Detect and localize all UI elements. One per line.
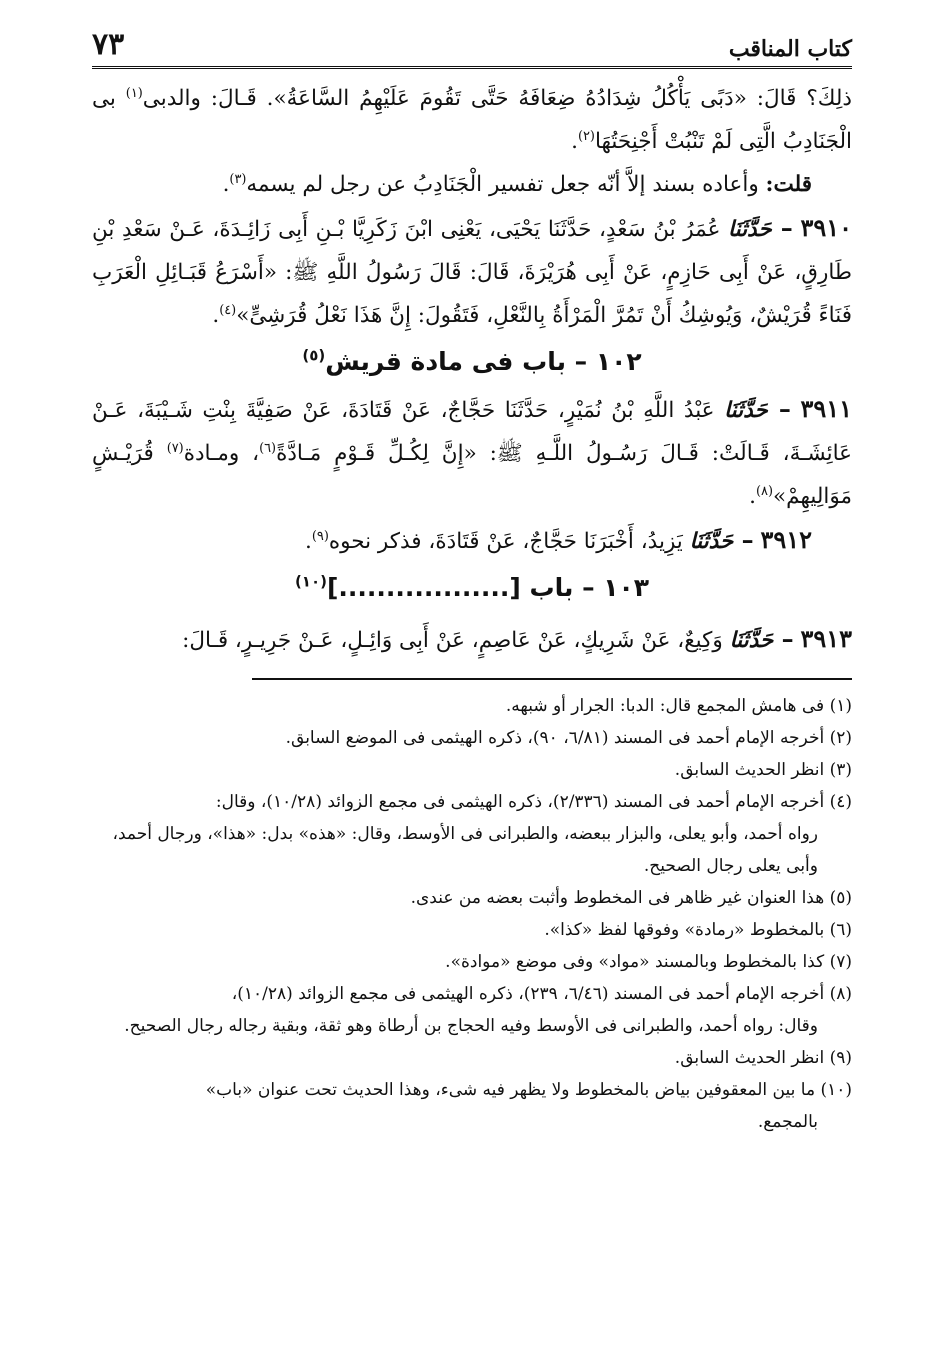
footnote-ref: (١٠) (294, 572, 327, 591)
header-rule (92, 66, 852, 69)
page-header (92, 20, 852, 62)
qult-label: قلت: (765, 172, 812, 197)
footnote: (٥) هذا العنوان غير ظاهر فى المخطوط وأثبت بعضه من عندى. (410, 888, 852, 908)
footnote-ref: (١) (125, 85, 143, 101)
footnote: (٧) كذا بالمخطوط وبالمسند «مواد» وفى موضع «موادة». (445, 952, 852, 972)
footnote: (٣) انظر الحديث السابق. (674, 760, 852, 780)
footnote-ref: (٤) (219, 302, 237, 318)
qult-note: قلت: وأعاده بسند إلاَّ أنّه جعل تفسير الْجَنَادِبُ عن رجل لم يسمه$^{(٣)}$. (222, 171, 812, 197)
footnotes (92, 690, 852, 1138)
hadith-number: ٣٩١١ (800, 394, 852, 423)
haddathana: حَدَّثَنَا (728, 217, 772, 242)
hadith-number: ٣٩١٢ (760, 525, 812, 554)
hadith-number: ٣٩١٠ (800, 213, 852, 242)
hadith-3911: ٣٩١١ – حَدَّثَنَا عَبْدُ اللَّهِ بْنُ نُمَيْرٍ، حَدَّثَنَا حَجَّاجٌ، عَنْ قَتَادَةَ، عَنْ صَفِيَّةَ بِنْتِ شَـيْبَةَ، عَـنْ عَائِشَـةَ، قَـالَتْ: قَـالَ رَسُـولُ اللَّـهِ ﷺ: «إِنَّ لِكُـلِّ قَـوْمٍ مَـادَّةً$^{(٦)}$، ومـادة$^{(٧)}$ قُرَيْـشٍ مَوَالِيهِمْ»$^{(٨)}$. (92, 394, 852, 509)
chapter-heading: ١٠٢ – باب فى مادة قريش$^{(٥)}$ (302, 346, 642, 376)
hadith-number: ٣٩١٣ (800, 624, 852, 653)
paragraph-continuation: ذلِكَ؟ قَالَ: «دَبًى يَأْكُلُ شِدَادُهُ ضِعَافَهُ حَتَّى تَقُومَ عَلَيْهِمُ السَّاعَةُ». قَـالَ: والدبى$^{(١)}$ بى الْجَنَادِبُ الَّتِى لَمْ تَنْبُتْ أَجْنِحَتُهَا$^{(٢)}$. (92, 85, 852, 154)
footnote-ref: (٥) (302, 346, 326, 365)
hadith-3913: ٣٩١٣ – حَدَّثَنَا وَكِيعٌ، عَنْ شَرِيكٍ، عَنْ عَاصِمٍ، عَنْ أَبِى وَائِـلٍ، عَـنْ جَرِيـرٍ، قَـالَ: (182, 624, 852, 653)
page-number: ٧٣ (92, 27, 125, 62)
footnote: (٦) بالمخطوط «رمادة» وفوقها لفظ «كذا». (544, 920, 852, 940)
haddathana: حَدَّثَنَا (724, 398, 768, 423)
chapter-heading: ١٠٣ – باب [..................]$^{(١٠)}$ (294, 572, 650, 602)
footnote: (٤) أخرجه الإمام أحمد فى المسند (٢/٣٣٦)، ذكره الهيثمى فى مجمع الزوائد (١٠/٢٨)، وقال: رواه أحمد، وأبو يعلى، والبزار ببعضه، والطبرانى فى الأوسط، وقال: «هذه» بدل: «هذا»، ورجال أحمد، وأبى يعلى رجال الصحيح. (112, 792, 852, 876)
footnote-ref: (٧) (166, 440, 184, 456)
footnote-separator (252, 678, 852, 680)
haddathana: حَدَّثَنَا (689, 529, 734, 554)
hadith-3910: ٣٩١٠ – حَدَّثَنَا عُمَرُ بْنُ سَعْدٍ، حَدَّثَنَا يَحْيَى، يَعْنِى ابْنَ زَكَرِيَّا بْـنِ أَبِى زَائِـدَةَ، عَـنْ سَعْدِ بْنِ طَارِقٍ، عَنْ أَبِى حَازِمٍ، عَنْ أَبِى هُرَيْرَةَ، قَالَ: قَالَ رَسُولُ اللَّهِ ﷺ: «أَسْرَعُ قَبَـائِلِ الْعَرَبِ فَنَاءً قُرَيْشٌ، وَيُوشِكُ أَنْ تَمُرَّ الْمَرْأَةُ بِالنَّعْلِ، فَتَقُولَ: إِنَّ هَذَا نَعْلُ قُرَشِىٍّ»$^{(٤)}$. (92, 213, 852, 328)
haddathana: حَدَّثَنَا (729, 628, 774, 653)
footnote-ref: (٦) (259, 440, 277, 456)
footnote-ref: (٣) (229, 171, 247, 187)
footnote: (١٠) ما بين المعقوفين بياض بالمخطوط ولا يظهر فيه شىء، وهذا الحديث تحت عنوان «باب» بالمجمع. (205, 1080, 852, 1132)
footnote-ref: (٢) (577, 128, 595, 144)
footnote-ref: (٩) (311, 528, 329, 544)
footnote: (٨) أخرجه الإمام أحمد فى المسند (٦/٤٦، ٢٣٩)، ذكره الهيثمى فى مجمع الزوائد (١٠/٢٨)، وقال: رواه أحمد، والطبرانى فى الأوسط وفيه الحجاج بن أرطاة وهو ثقة، وبقية رجاله رجال الصحيح. (124, 984, 852, 1036)
footnote: (٩) انظر الحديث السابق. (674, 1048, 852, 1068)
footnote: (١) فى هامش المجمع قال: الدبا: الجرار أو شبهه. (505, 696, 852, 716)
main-text (92, 77, 852, 662)
hadith-3912: ٣٩١٢ – حَدَّثَنَا يَزِيدُ، أَخْبَرَنَا حَجَّاجٌ، عَنْ قَتَادَةَ، فذكر نحوه$^{(٩)}$. (305, 525, 812, 554)
book-title: كتاب المناقب (728, 36, 852, 62)
footnote-ref: (٨) (755, 483, 773, 499)
footnote: (٢) أخرجه الإمام أحمد فى المسند (٦/٨١، ٩٠)، ذكره الهيثمى فى الموضع السابق. (285, 728, 852, 748)
